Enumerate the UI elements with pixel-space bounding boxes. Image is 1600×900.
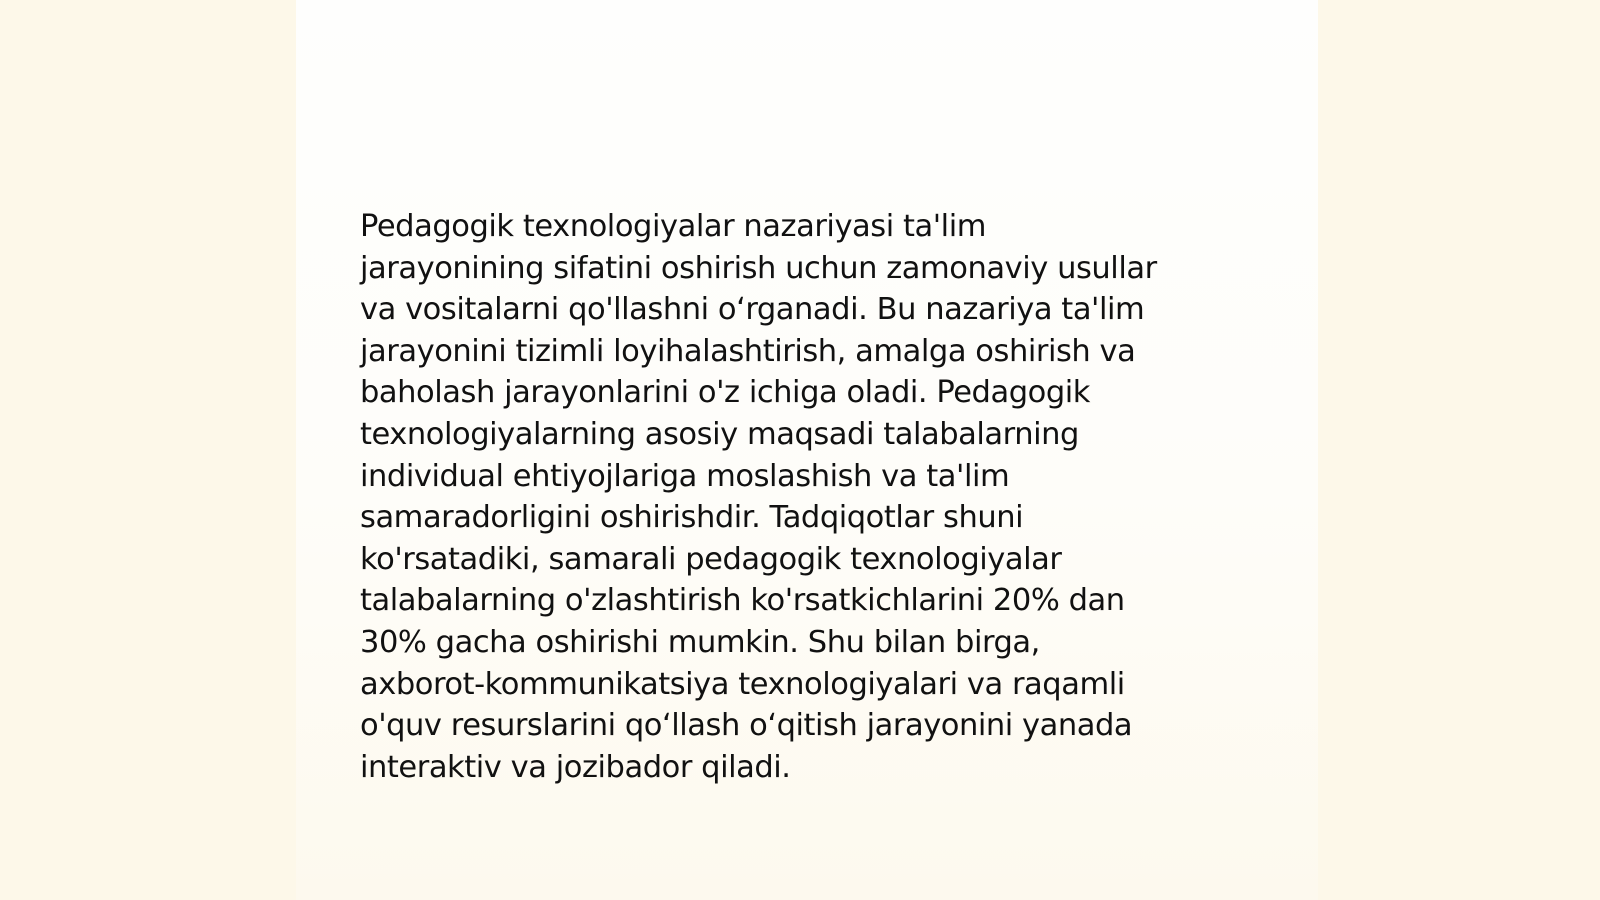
paragraph-line: o'quv resurslarini qo‘llash o‘qitish jarayonini yanada bbox=[360, 708, 1133, 744]
body-paragraph bbox=[360, 206, 1250, 788]
paragraph-line: jarayonini tizimli loyihalashtirish, amalga oshirish va bbox=[360, 333, 1136, 369]
paragraph-line: Pedagogik texnologiyalar nazariyasi ta'lim bbox=[360, 209, 986, 244]
paragraph-line: talabalarning o'zlashtirish ko'rsatkichlarini 20% dan bbox=[360, 583, 1125, 619]
paragraph-line: va vositalarni qo'llashni o‘rganadi. Bu nazariya ta'lim bbox=[360, 292, 1145, 328]
paragraph-line: axborot-kommunikatsiya texnologiyalari va raqamli bbox=[360, 666, 1125, 702]
paragraph-line: ko'rsatadiki, samarali pedagogik texnologiyalar bbox=[360, 541, 1062, 577]
paragraph-line: interaktiv va jozibador qiladi. bbox=[360, 749, 791, 785]
paragraph-line: individual ehtiyojlariga moslashish va ta'lim bbox=[360, 458, 1010, 494]
paragraph-line: 30% gacha oshirishi mumkin. Shu bilan birga, bbox=[360, 624, 1040, 660]
paragraph-line: samaradorligini oshirishdir. Tadqiqotlar shuni bbox=[360, 500, 1024, 536]
paragraph-line: jarayonining sifatini oshirish uchun zamonaviy usullar bbox=[360, 250, 1157, 286]
paragraph-line: baholash jarayonlarini o'z ichiga oladi. Pedagogik bbox=[360, 375, 1090, 411]
text-panel bbox=[296, 0, 1318, 900]
paragraph-line: texnologiyalarning asosiy maqsadi talabalarning bbox=[360, 416, 1079, 452]
